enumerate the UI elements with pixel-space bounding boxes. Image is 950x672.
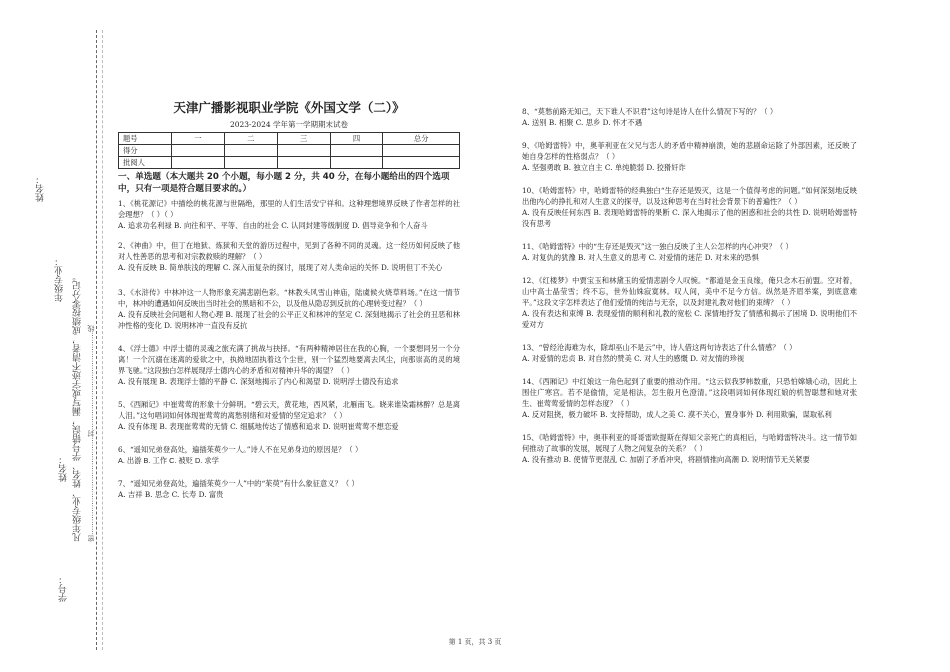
score-header-cell: 总分 [383, 133, 460, 145]
score-row-label: 批阅人 [119, 157, 172, 169]
question-item [522, 106, 857, 128]
score-table-row [119, 145, 460, 157]
score-header-cell: 一 [172, 133, 225, 145]
question-item [522, 275, 857, 330]
question-item [522, 185, 857, 229]
question-stem: 1、《桃花源记》中描绘的桃花源与世隔绝，那里的人们生活安宁祥和。这种理想境界反映了作者怎样的社会理想？（ ）（ ） [118, 199, 460, 219]
score-row-label: 得分 [119, 145, 172, 157]
score-table [118, 132, 460, 169]
score-table-header-row [119, 133, 460, 145]
question-item [522, 342, 857, 364]
question-item [522, 140, 857, 173]
question-stem: 12、《红楼梦》中贾宝玉和林黛玉的爱情悲剧令人叹惋。“都道是金玉良缘，俺只念木石前盟。空对着，山中高士晶莹雪；终不忘，世外仙姝寂寞林。叹人间，美中不足今方信。纵然是齐眉举案，到底意难平。”这段文字怎样表达了他们爱情的纯洁与无奈，以及封建礼教对他们的束缚？（ ） [522, 276, 857, 307]
question-stem: 11、《哈姆雷特》中的“生存还是毁灭”这一独白反映了主人公怎样的内心冲突？（ ） [522, 242, 793, 251]
margin-student-id: 学号： [59, 575, 69, 602]
score-header-cell: 二 [224, 133, 277, 145]
page-footer: 第 1 页，共 3 页 [448, 638, 502, 646]
score-table-row [119, 157, 460, 169]
exam-subtitle: 2023-2024 学年第一学期期末试卷 [229, 120, 349, 129]
question-options: A. 没有推动 B. 使情节更混乱 C. 加剧了矛盾冲突，将剧情推向高潮 D. 说明情节无关紧要 [522, 455, 810, 464]
question-options: A. 送别 B. 相聚 C. 思乡 D. 怀才不遇 [522, 118, 643, 127]
question-item [522, 432, 857, 465]
question-stem: 3、《水浒传》中林冲这一人物形象充满悲剧色彩。“林教头风雪山神庙，陆虞候火烧草料场。”在这一情节中，林冲的遭遇如何反映出当时社会的黑暗和不公，以及他从隐忍到反抗的心理转变过程？（ ） [118, 288, 460, 308]
exam-title: 天津广播影视职业学院《外国文学（二）》 [173, 100, 405, 115]
question-stem: 10、《哈姆雷特》中，哈姆雷特的经典独白“生存还是毁灭，这是一个值得考虑的问题。”如何深刻地反映出他内心的挣扎和对人生意义的探寻，以及这种思考在当时社会背景下的普遍性？（ ） [522, 186, 857, 206]
margin-notice: 凡年级专业、姓名、学号错误，漏写或字迹不清者，成绩按零分记。 [73, 272, 83, 542]
right-column [522, 100, 857, 465]
question-options: A. 没有表达和束缚 B. 表现爱情的顺利和礼教的宽松 C. 深情地抒发了情感和揭示了困境 D. 说明他们不爱对方 [522, 309, 857, 329]
margin-name-label: 姓名： [36, 175, 46, 202]
question-stem: 2、《神曲》中，但丁在地狱、炼狱和天堂的游历过程中，见到了各种不同的灵魂。这一经历如何反映了他对人性善恶的思考和对宗教救赎的理解？（ ） [118, 241, 460, 261]
question-item [118, 198, 460, 231]
question-stem: 5、《西厢记》中崔莺莺的形象十分鲜明。“碧云天，黄花地，西风紧，北雁南飞。晓来谁染霜林醉？总是离人泪。”这句唱词如何体现崔莺莺的离愁别绪和对爱情的坚定追求？（ ） [118, 400, 460, 420]
question-options: A. 没有反映 B. 简单肤浅的理解 C. 深入而复杂的探讨，展现了对人类命运的关怀 D. 说明但丁不关心 [118, 263, 443, 272]
score-header-cell: 三 [277, 133, 330, 145]
question-options: A. 坚强勇敢 B. 独立自主 C. 单纯脆弱 D. 狡猾奸诈 [522, 163, 686, 172]
question-options: A. 没有反映任何东西 B. 表现哈姆雷特的果断 C. 深入地揭示了他的困惑和社会的共性 D. 说明哈姆雷特没有思考 [522, 208, 857, 228]
question-stem: 14、《西厢记》中红娘这一角色起到了重要的推动作用。“这云似我罗帏数重，只恐怕嫦娥心动，因此上围住广寒宫。若不是偷情，定是相法，怎生般月色澄清。”这段唱词如何体现红娘的机智聪慧和她对张生、崔莺莺爱情的怎样态度？（ ） [522, 377, 857, 408]
question-item [118, 343, 460, 387]
binding-line-inner [102, 30, 103, 650]
question-stem: 6、“遥知兄弟登高处，遍插茱萸少一人。”诗人不在兄弟身边的原因是？（ ） [118, 445, 363, 454]
question-options: A. 对爱情的忠贞 B. 对自然的赞美 C. 对人生的感慨 D. 对友情的珍视 [522, 354, 745, 363]
question-options: A. 出游 B. 工作 C. 被贬 D. 求学 [118, 456, 219, 465]
seal-line-text: 密……………………………………封……………………………………线 [87, 325, 95, 542]
question-stem: 8、“莫愁前路无知己，天下谁人不识君”这句诗是诗人在什么情况下写的？（ ） [522, 107, 778, 116]
question-item [522, 241, 857, 263]
question-stem: 4、《浮士德》中浮士德的灵魂之旅充满了挑战与抉择。“有两种精神居住在我的心胸，一个要想同另一个分离！一个沉溺在迷离的爱欲之中，执拗地固执着这个尘世，别一个猛烈地要离去风尘，向那崇高的灵的境界飞驰。”这段独白怎样展现浮士德内心的矛盾和对精神升华的渴望？（ ） [118, 344, 460, 375]
question-item [118, 399, 460, 432]
question-stem: 15、《哈姆雷特》中，奥菲利亚的哥哥雷欧提斯在得知父亲死亡的真相后，与哈姆雷特决斗。这一情节如何推动了故事的发展，展现了人物之间复杂的关系？（ ） [522, 433, 857, 453]
question-item [522, 376, 857, 420]
question-item [118, 444, 460, 466]
question-item [118, 478, 460, 500]
question-item [118, 240, 460, 273]
question-options: A. 没有反映社会问题和人物心理 B. 展现了社会的公平正义和林冲的坚定 C. 深刻地揭示了社会的丑恶和林冲性格的变化 D. 说明林冲一直没有反抗 [118, 310, 460, 330]
question-options: A. 对复仇的犹豫 B. 对人生意义的思考 C. 对爱情的迷茫 D. 对未来的恐惧 [522, 253, 759, 262]
margin-grade-major: 年级专业： [55, 257, 65, 302]
question-options: A. 没有展现 B. 表现浮士德的平静 C. 深刻地揭示了内心和渴望 D. 说明浮士德没有追求 [118, 377, 399, 386]
question-options: A. 吉祥 B. 思念 C. 长寿 D. 富贵 [118, 490, 224, 499]
score-header-cell: 题号 [119, 133, 172, 145]
question-stem: 9、《哈姆雷特》中，奥菲利亚在父兄与恋人的矛盾中精神崩溃，她的悲剧命运除了外部因素，还反映了她自身怎样的性格弱点？（ ） [522, 141, 857, 161]
left-column [118, 100, 460, 500]
question-options: A. 追求功名利禄 B. 向往和平、平等、自由的社会 C. 认同封建等级制度 D. 倡导竞争和个人奋斗 [118, 221, 428, 230]
question-item [118, 287, 460, 331]
score-header-cell: 四 [330, 133, 383, 145]
question-stem: 13、“曾经沧海难为水，除却巫山不是云”中，诗人借这两句诗表达了什么情感？（ ） [522, 343, 797, 352]
margin-name-label-2: 姓名： [59, 455, 69, 482]
question-stem: 7、“遥知兄弟登高处，遍插茱萸少一人”中的“茱萸”有什么象征意义？（ ） [118, 479, 359, 488]
question-options: A. 没有体现 B. 表现崔莺莺的无情 C. 细腻地传达了情感和追求 D. 说明崔莺莺不想恋爱 [118, 422, 399, 431]
question-options: A. 反对阻挠，极力破坏 B. 支持帮助，成人之美 C. 漠不关心，置身事外 D. 利用欺骗，谋取私利 [522, 410, 832, 419]
section-heading: 一、单选题（本大题共 20 个小题，每小题 2 分，共 40 分，在每小题给出的四个选项中，只有一项是符合题目要求的。） [118, 172, 450, 194]
